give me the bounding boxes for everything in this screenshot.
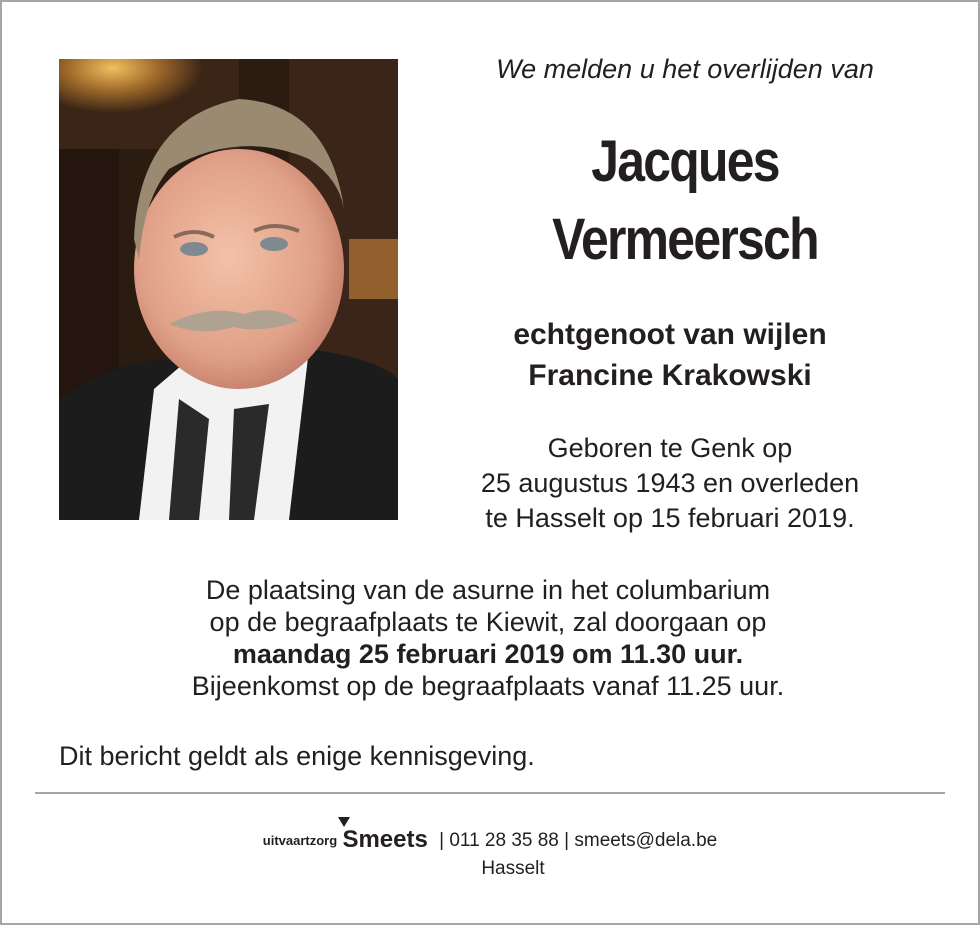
deceased-name bbox=[457, 123, 913, 279]
ceremony-datetime: maandag 25 februari 2019 om 11.30 uur. bbox=[232, 639, 744, 669]
birth-death-info bbox=[420, 431, 920, 536]
brand-prefix: uitvaartzorg bbox=[262, 833, 338, 848]
brand-logo bbox=[342, 826, 427, 854]
notice-line: Dit bericht geldt als enige kennisgeving. bbox=[59, 741, 535, 771]
intro-line: We melden u het overlijden van bbox=[496, 54, 874, 84]
spouse-info bbox=[420, 314, 920, 396]
spouse-line-1: echtgenoot van wijlen bbox=[513, 318, 827, 351]
birth-line-1: Geboren te Genk op bbox=[547, 433, 793, 463]
divider bbox=[35, 792, 945, 794]
ceremony-line-2: op de begraafplaats te Kiewit, zal doorgaan op bbox=[209, 607, 767, 637]
first-name: Jacques bbox=[591, 129, 779, 194]
ceremony-line-1: De plaatsing van de asurne in het columbarium bbox=[205, 575, 771, 605]
triangle-icon bbox=[338, 817, 350, 827]
spouse-line-2: Francine Krakowski bbox=[528, 359, 812, 392]
contact-info: | 011 28 35 88 | smeets@dela.be bbox=[439, 830, 718, 851]
funeral-home-city: Hasselt bbox=[481, 858, 545, 879]
last-name: Vermeersch bbox=[552, 207, 818, 272]
portrait-photo bbox=[59, 59, 398, 520]
funeral-home-footer bbox=[0, 826, 980, 854]
brand-name: Smeets bbox=[342, 826, 428, 853]
ceremony-line-4: Bijeenkomst op de begraafplaats vanaf 11.25 uur. bbox=[191, 671, 785, 701]
birth-line-3: te Hasselt op 15 februari 2019. bbox=[485, 503, 855, 533]
ceremony-info bbox=[60, 574, 916, 702]
birth-line-2: 25 augustus 1943 en overleden bbox=[480, 468, 860, 498]
